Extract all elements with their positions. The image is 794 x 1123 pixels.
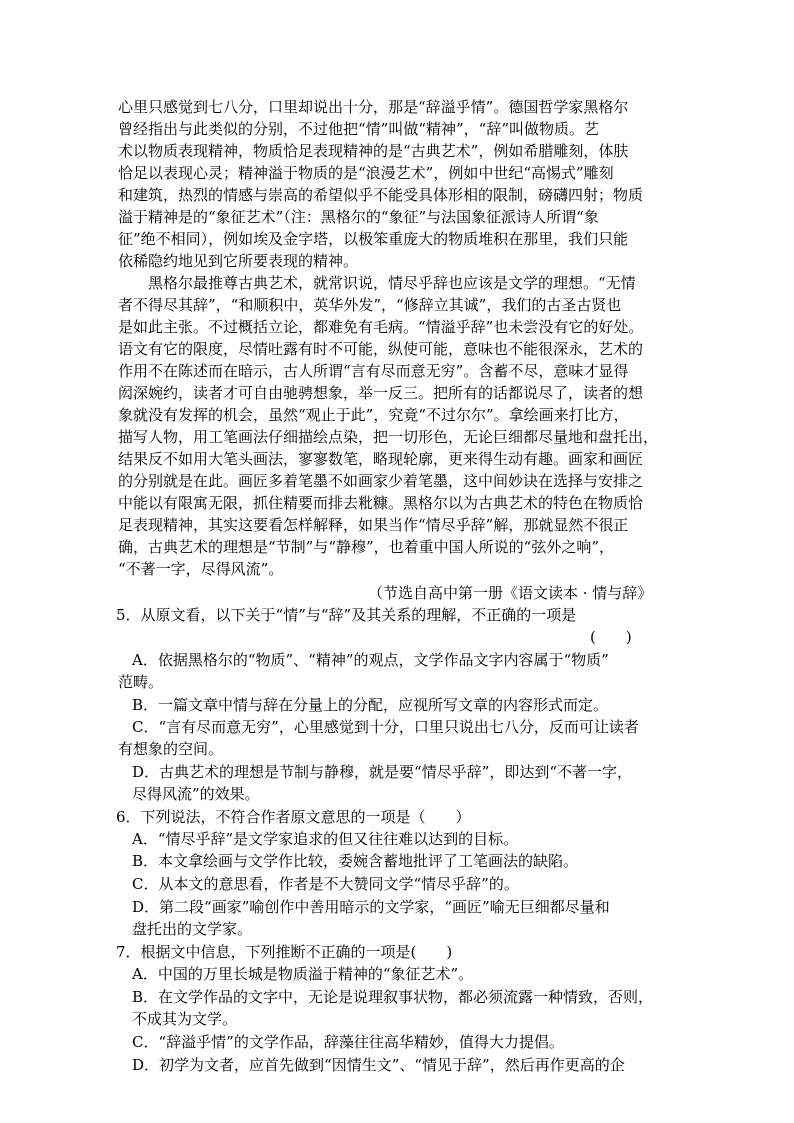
option-c-cont: 有想象的空间。 xyxy=(118,740,224,758)
option-a: A．“情尽乎辞”是文学家追求的但又往往难以达到的目标。 xyxy=(132,830,519,848)
passage-line: 是如此主张。不过概括立论，都难免有毛病。“情溢乎辞”也未尝没有它的好处。 xyxy=(118,318,644,336)
option-a-cont: 范畴。 xyxy=(118,673,164,691)
option-a: A．中国的万里长城是物质溢于精神的“象征艺术”。 xyxy=(132,965,474,983)
question-stem: 6．下列说法，不符合作者原文意思的一项是（ ） xyxy=(116,808,471,826)
passage-line: 者不得尽其辞”，“和顺积中，英华外发”，“修辞立其诚”，我们的古圣古贤也 xyxy=(118,296,622,314)
passage-line: 中能以有限寓无限，抓住精要而排去粃糠。黑格尔以为古典艺术的特色在物质恰 xyxy=(118,494,644,512)
passage-line: 恰足以表现心灵；精神溢于物质的是“浪漫艺术”，例如中世纪“高惕式”雕刻 xyxy=(118,164,614,182)
answer-bracket: ( ) xyxy=(590,628,632,646)
passage-line: 依稀隐约地见到它所要表现的精神。 xyxy=(118,252,359,270)
question-stem: 5．从原文看，以下关于“情”与“辞”及其关系的理解，不正确的一项是 xyxy=(116,606,577,624)
passage-line: 征”绝不相同），例如埃及金字塔，以极笨重庞大的物质堆积在那里，我们只能 xyxy=(118,230,629,248)
passage-line: 闳深婉约，读者才可自由驰骋想象，举一反三。把所有的话都说尽了，读者的想 xyxy=(118,384,644,402)
option-c: C．“辞溢乎情”的文学作品，辞藻往往高华精妙，值得大力提倡。 xyxy=(132,1033,564,1051)
source-citation: （节选自高中第一册《语文读本 · 情与辞》 xyxy=(368,584,653,602)
passage-line: “不著一字，尽得风流”。 xyxy=(118,560,284,578)
option-c: C．从本文的意思看，作者是不大赞同文学“情尽乎辞”的。 xyxy=(132,875,519,893)
option-d: D．第二段“画家”喻创作中善用暗示的文学家，“画匠”喻无巨细都尽量和 xyxy=(132,898,610,916)
passage-line: 术以物质表现精神，物质恰足表现精神的是“古典艺术”，例如希腊雕刻，体肤 xyxy=(118,142,629,160)
passage-line: 曾经指出与此类似的分别，不过他把“情”叫做“精神”，“辞”叫做物质。艺 xyxy=(118,120,600,138)
passage-line: 确，古典艺术的理想是“节制”与“静穆”，也着重中国人所说的“弦外之响”， xyxy=(118,538,615,556)
option-b: B．一篇文章中情与辞在分量上的分配，应视所写文章的内容形式而定。 xyxy=(132,696,609,714)
option-d-cont: 盘托出的文学家。 xyxy=(132,920,253,938)
option-b: B．在文学作品的文字中，无论是说理叙事状物，都必须流露一种情致，否则， xyxy=(132,988,654,1006)
passage-line: 描写人物，用工笔画法仔细描绘点染，把一切形色，无论巨细都尽量地和盘托出， xyxy=(118,428,659,446)
passage-line: 象就没有发挥的机会，虽然“观止于此”，究竟“不过尔尔”。拿绘画来打比方， xyxy=(118,406,629,424)
option-c: C．“言有尽而意无穷”，心里感觉到十分，口里只说出七八分，反而可让读者 xyxy=(132,718,639,736)
option-b: B．本文拿绘画与文学作比较，委婉含蓄地批评了工笔画法的缺陷。 xyxy=(132,852,579,870)
passage-line: 黑格尔最推尊古典艺术，就常识说，情尽乎辞也应该是文学的理想。“无情 xyxy=(118,274,636,292)
option-b-cont: 不成其为文学。 xyxy=(132,1010,238,1028)
passage-line: 作用不在陈述而在暗示，古人所谓“言有尽而意无穷”。含蓄不尽，意味才显得 xyxy=(118,362,629,380)
option-d-cont: 尽得风流”的效果。 xyxy=(132,785,260,803)
option-d: D．初学为文者，应首先做到“因情生文”、“情见于辞”，然后再作更高的企 xyxy=(132,1056,625,1074)
passage-line: 语文有它的限度，尽情吐露有时不可能，纵使可能，意味也不能很深永，艺术的 xyxy=(118,340,644,358)
passage-line: 溢于精神是的“象征艺术”（注：黑格尔的“象征”与法国象征派诗人所谓“象 xyxy=(118,208,599,226)
passage-line: 的分别就是在此。画匠多着笔墨不如画家少着笔墨，这中间妙诀在选择与安排之 xyxy=(118,472,644,490)
question-stem: 7．根据文中信息，下列推断不正确的一项是( ) xyxy=(116,943,453,961)
passage-line: 足表现精神，其实这要看怎样解释，如果当作“情尽乎辞”解，那就显然不很正 xyxy=(118,516,629,534)
option-a: A．依据黑格尔的“物质”、“精神”的观点，文学作品文字内容属于“物质” xyxy=(132,651,609,669)
passage-line: 结果反不如用大笔头画法，寥寥数笔，略现轮廓，更来得生动有趣。画家和画匠 xyxy=(118,450,644,468)
option-d: D．古典艺术的理想是节制与静穆，就是要“情尽乎辞”，即达到“不著一字， xyxy=(132,763,633,781)
passage-line: 和建筑，热烈的情感与崇高的希望似乎不能受具体形相的限制，磅礴四射；物质 xyxy=(118,186,644,204)
passage-line: 心里只感觉到七八分，口里却说出十分，那是“辞溢乎情”。德国哲学家黑格尔 xyxy=(118,98,629,116)
